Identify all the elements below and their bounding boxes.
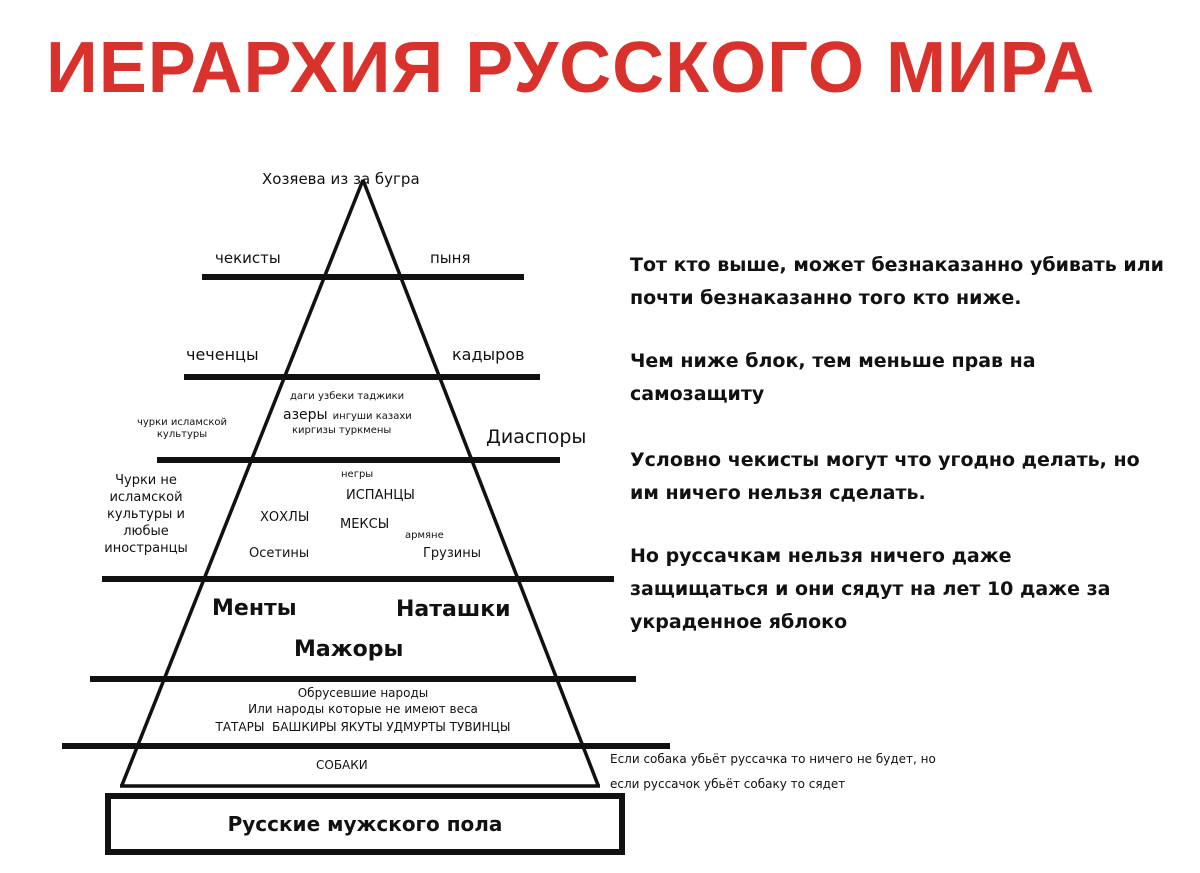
tier7-dogs-label: СОБАКИ [316, 758, 368, 772]
tier3-right-label: Диаспоры [486, 426, 587, 448]
note-2: Чем ниже блок, тем меньше прав на самозащиту [630, 350, 1036, 405]
tier6-line1: Обрусевшие народы [297, 686, 429, 700]
tier4-ispancy-label: ИСПАНЦЫ [346, 488, 415, 503]
tier1-right-label: пыня [430, 249, 471, 267]
tier5-mazhory-label: Мажоры [294, 637, 404, 662]
tier4-meksy-label: МЕКСЫ [340, 517, 390, 532]
tier4-gruziny-label: Грузины [423, 546, 481, 561]
tier2-left-label: чеченцы [186, 345, 259, 364]
tier3-center-line2 [283, 405, 412, 423]
note-4: Но руссачкам нельзя ничего даже защищаться и они сядут на лет 10 даже за украденное яблоко [630, 545, 1111, 633]
tier3-center-line3: киргизы туркмены [292, 425, 392, 436]
tier6-line3: ТАТАРЫ БАШКИРЫ ЯКУТЫ УДМУРТЫ ТУВИНЦЫ [215, 720, 511, 734]
note-3: Условно чекисты могут что угодно делать, но им ничего нельзя сделать. [630, 449, 1140, 504]
tier3-ingushi-label: ингуши казахи [332, 411, 412, 422]
tier3-outside-left-label: чурки исламской культуры [136, 417, 228, 440]
tier4-osetiny-label: Осетины [249, 546, 310, 561]
dog-note-line1: Если собака убьёт руссачка то ничего не будет, но [610, 752, 936, 766]
tier2-right-label: кадыров [452, 345, 525, 364]
tier4-hohly-label: ХОХЛЫ [260, 510, 310, 525]
tier3-azery-label: азеры [283, 407, 328, 423]
dog-note-line2: если руссачок убьёт собаку то сядет [610, 777, 846, 791]
tier4-negry-label: негры [341, 469, 374, 480]
tier4-armyane-label: армяне [405, 530, 444, 541]
tier5-menty-label: Менты [212, 596, 297, 621]
tier4-outside-left-label: Чурки не исламской культуры и любые иностранцы [104, 473, 188, 556]
tier1-left-label: чекисты [215, 249, 281, 267]
note-1: Тот кто выше, может безнаказанно убивать или почти безнаказанно того кто ниже. [630, 254, 1164, 309]
tier6-line2: Или народы которые не имеют веса [248, 702, 478, 716]
tier3-center-line1: даги узбеки таджики [290, 391, 405, 402]
apex-label: Хозяева из за бугра [262, 170, 420, 188]
page-title: ИЕРАРХИЯ РУССКОГО МИРА [46, 28, 1096, 108]
tier5-natashki-label: Наташки [396, 597, 511, 622]
base-label: Русские мужского пола [227, 812, 503, 836]
